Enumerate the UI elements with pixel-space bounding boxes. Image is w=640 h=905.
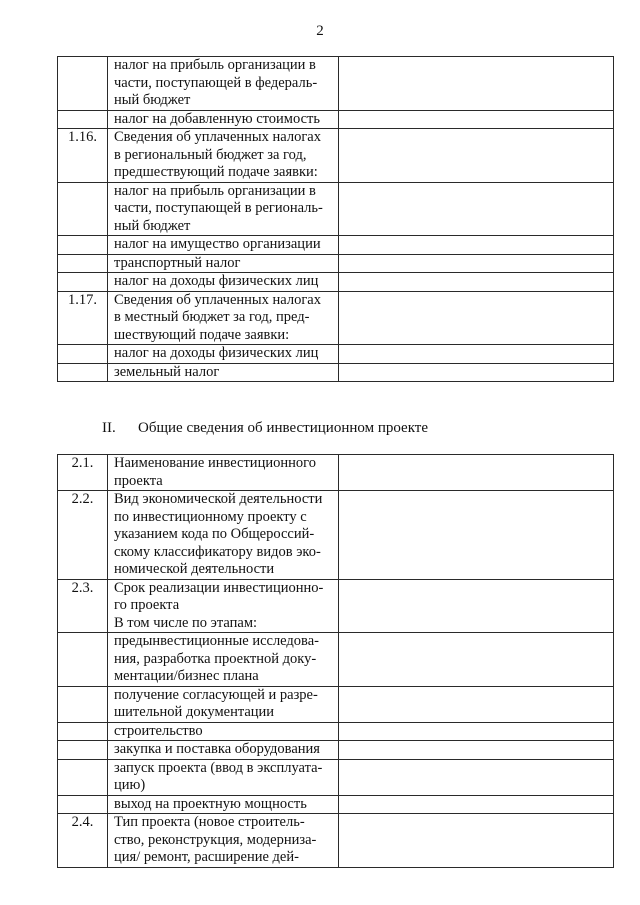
row-number: 2.4. (58, 814, 108, 868)
value-cell[interactable] (339, 814, 614, 868)
row-label (108, 129, 339, 183)
row-label (108, 722, 339, 741)
row-label-line: выход на проектную мощность (114, 795, 307, 812)
row-number (58, 236, 108, 255)
table-row (58, 110, 614, 129)
row-label (108, 110, 339, 129)
row-number: 1.17. (58, 291, 108, 345)
row-label (108, 814, 339, 868)
value-cell[interactable] (339, 57, 614, 111)
table-row (58, 291, 614, 345)
row-label-line: Сведения об уплаченных налогах (114, 291, 321, 308)
row-label (108, 363, 339, 382)
row-label (108, 254, 339, 273)
table-row (58, 579, 614, 633)
row-label-line: цию) (114, 777, 146, 793)
row-number (58, 57, 108, 111)
table-row (58, 759, 614, 795)
table-row (58, 741, 614, 760)
value-cell[interactable] (339, 273, 614, 292)
row-label-line: строительство (114, 722, 203, 739)
row-number (58, 795, 108, 814)
value-cell[interactable] (339, 686, 614, 722)
value-cell[interactable] (339, 491, 614, 580)
row-label-line: части, поступающей в федераль- (114, 74, 318, 91)
value-cell[interactable] (339, 759, 614, 795)
row-number (58, 345, 108, 364)
row-label (108, 759, 339, 795)
row-label-line: в региональный бюджет за год, (114, 146, 307, 163)
row-label-line: части, поступающей в региональ- (114, 200, 323, 216)
table-row (58, 129, 614, 183)
row-label-line: налог на доходы физических лиц (114, 345, 319, 361)
row-number (58, 633, 108, 687)
row-label (108, 579, 339, 633)
row-label-line: Сведения об уплаченных налогах (114, 129, 321, 145)
row-number (58, 273, 108, 292)
section-heading (102, 419, 428, 437)
tax-info-table-body (58, 57, 614, 382)
table-row (58, 345, 614, 364)
table-row (58, 686, 614, 722)
row-number (58, 363, 108, 382)
value-cell[interactable] (339, 236, 614, 255)
value-cell[interactable] (339, 741, 614, 760)
row-number: 2.2. (58, 491, 108, 580)
row-number (58, 110, 108, 129)
row-label-line: указанием кода по Общероссий- (114, 526, 315, 542)
row-label-line: налог на имущество организации (114, 236, 321, 252)
row-label-line: го проекта (114, 597, 180, 613)
table-row (58, 795, 614, 814)
row-label-line: скому классификатору видов эко- (114, 543, 321, 560)
row-number (58, 759, 108, 795)
row-label-line: В том числе по этапам: (114, 614, 258, 631)
table-row (58, 182, 614, 236)
table-row (58, 57, 614, 111)
section-title: Общие сведения об инвестиционном проекте (138, 420, 428, 436)
row-label-line: ный бюджет (114, 92, 191, 108)
tax-info-table (57, 56, 614, 382)
row-label (108, 345, 339, 364)
row-number (58, 182, 108, 236)
row-label-line: транспортный налог (114, 254, 241, 271)
row-label (108, 795, 339, 814)
row-label-line: шествующий подаче заявки: (114, 326, 290, 343)
row-label-line: налог на добавленную стоимость (114, 110, 320, 127)
table-row (58, 633, 614, 687)
row-label (108, 182, 339, 236)
value-cell[interactable] (339, 795, 614, 814)
value-cell[interactable] (339, 182, 614, 236)
row-label-line: ция/ ремонт, расширение дей- (114, 849, 299, 865)
value-cell[interactable] (339, 110, 614, 129)
row-label-line: Срок реализации инвестиционно- (114, 579, 324, 596)
value-cell[interactable] (339, 455, 614, 491)
row-label (108, 57, 339, 111)
table-row (58, 273, 614, 292)
table-row (58, 236, 614, 255)
value-cell[interactable] (339, 722, 614, 741)
row-label-line: земельный налог (114, 363, 220, 380)
value-cell[interactable] (339, 254, 614, 273)
row-label-line: по инвестиционному проекту с (114, 508, 307, 525)
row-label-line: Наименование инвестиционного (114, 455, 316, 471)
row-label (108, 741, 339, 760)
row-label-line: Тип проекта (новое строитель- (114, 814, 305, 830)
row-number (58, 254, 108, 273)
row-label (108, 455, 339, 491)
row-label-line: номической деятельности (114, 561, 275, 577)
value-cell[interactable] (339, 363, 614, 382)
value-cell[interactable] (339, 291, 614, 345)
table-row (58, 722, 614, 741)
table-row (58, 455, 614, 491)
row-number (58, 722, 108, 741)
table-row (58, 254, 614, 273)
table-row (58, 363, 614, 382)
row-label (108, 291, 339, 345)
row-label (108, 686, 339, 722)
row-label-line: налог на прибыль организации в (114, 57, 316, 73)
page-number: 2 (316, 23, 324, 39)
row-number (58, 741, 108, 760)
row-label-line: налог на доходы физических лиц (114, 273, 319, 289)
project-info-table (57, 454, 614, 868)
row-label-line: предынвестиционные исследова- (114, 633, 319, 649)
row-label-line: налог на прибыль организации в (114, 182, 316, 199)
row-label-line: ния, разработка проектной доку- (114, 650, 317, 667)
row-label-line: проекта (114, 472, 163, 489)
row-label-line: ментации/бизнес плана (114, 668, 259, 684)
row-label (108, 491, 339, 580)
row-label-line: Вид экономической деятельности (114, 491, 323, 507)
row-label-line: ство, реконструкция, модерниза- (114, 831, 317, 848)
row-label-line: ный бюджет (114, 217, 191, 234)
table-row (58, 814, 614, 868)
value-cell[interactable] (339, 633, 614, 687)
row-number: 2.3. (58, 579, 108, 633)
row-label (108, 273, 339, 292)
table-row (58, 491, 614, 580)
value-cell[interactable] (339, 129, 614, 183)
row-number: 1.16. (58, 129, 108, 183)
row-label (108, 236, 339, 255)
row-label (108, 633, 339, 687)
value-cell[interactable] (339, 579, 614, 633)
row-label-line: в местный бюджет за год, пред- (114, 309, 310, 325)
row-label-line: получение согласующей и разре- (114, 686, 318, 703)
row-number: 2.1. (58, 455, 108, 491)
row-label-line: запуск проекта (ввод в эксплуата- (114, 759, 323, 776)
section-number: II. (102, 420, 116, 436)
row-label-line: закупка и поставка оборудования (114, 741, 320, 757)
row-label-line: предшествующий подаче заявки: (114, 164, 318, 180)
row-number (58, 686, 108, 722)
project-info-table-body (58, 455, 614, 868)
row-label-line: шительной документации (114, 704, 275, 720)
value-cell[interactable] (339, 345, 614, 364)
